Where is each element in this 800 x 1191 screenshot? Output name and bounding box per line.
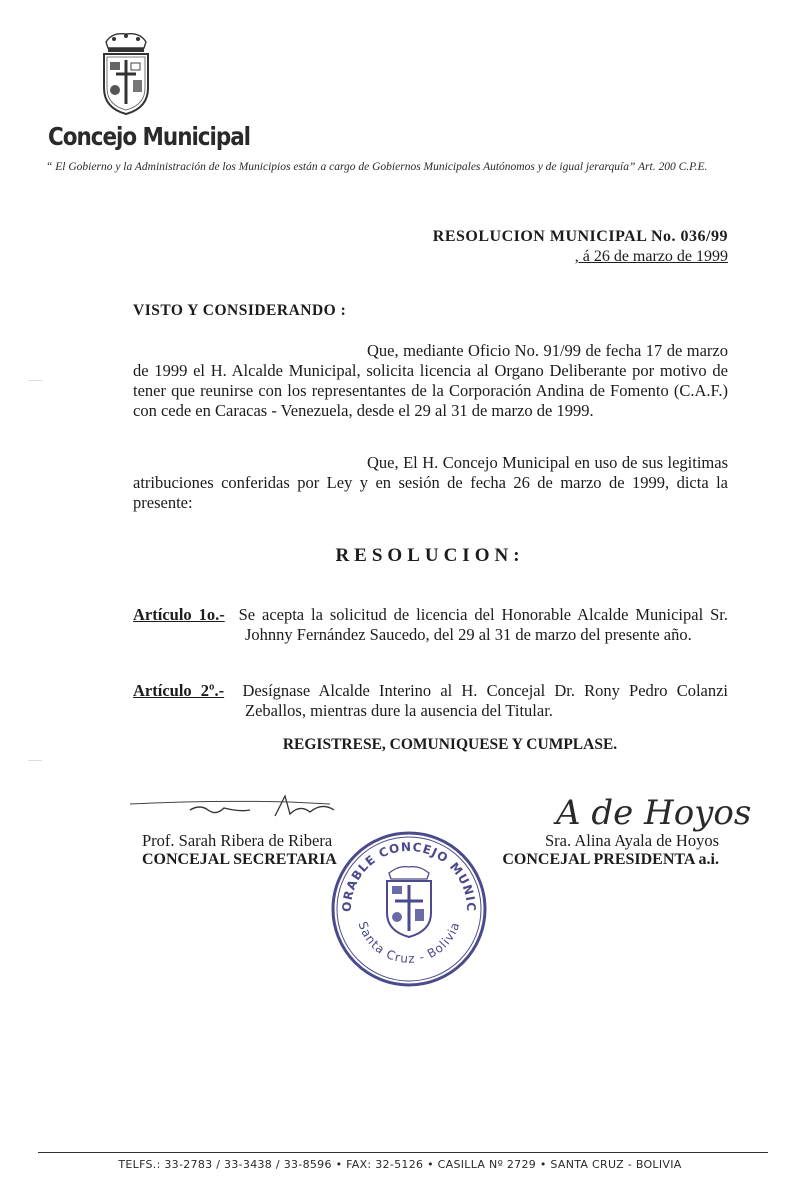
considerando-text: Que, mediante Oficio No. 91/99 de fecha 17 de marzo de 1999 el H. Alcalde Municipal, solicita licencia al Organo Deliberante por motivo de tener que reunirse con los representantes de la Corporación Andina de Fomento (C.A.F.) con cede en Caracas - Venezuela, desde el 29 al 31 de marzo de 1999. (133, 341, 728, 420)
signatory-title: CONCEJAL PRESIDENTA a.i. (502, 851, 719, 868)
official-seal-stamp (329, 829, 489, 989)
visto-heading: VISTO Y CONSIDERANDO : (133, 302, 347, 319)
signatory-title: CONCEJAL SECRETARIA (142, 851, 337, 868)
handwritten-signature-left (90, 790, 350, 830)
considerando-text: Que, El H. Concejo Municipal en uso de sus legitimas atribuciones conferidas por Ley y en sesión de fecha 26 de marzo de 1999, dicta la presente: (133, 453, 728, 512)
signatory-name: Sra. Alina Ayala de Hoyos (545, 831, 719, 850)
considerando-paragraph (133, 453, 728, 513)
svg-text:Santa Cruz - Bolivia: Santa Cruz - Bolivia (355, 919, 463, 966)
considerando-paragraph (133, 341, 728, 421)
article-text: Desígnase Alcalde Interino al H. Concejal Dr. Rony Pedro Colanzi Zeballos, mientras dure la ausencia del Titular. (242, 681, 729, 720)
handwritten-signature-right (548, 782, 752, 837)
article-label: Artículo 2º.- (133, 681, 225, 700)
footer-divider (38, 1152, 768, 1153)
scan-mark (28, 760, 42, 761)
resolution-number: RESOLUCION MUNICIPAL No. 036/99 (432, 228, 728, 245)
constitution-quote: “ El Gobierno y la Administración de los Municipios están a cargo de Gobiernos Municipales Autónomos y de igual jerarquía” Art. 200 C.P.E. (46, 161, 708, 173)
organization-name: Concejo Municipal (48, 122, 251, 151)
contact-footer: TELFS.: 33-2783 / 33-3438 / 33-8596 • FAX: 32-5126 • CASILLA Nº 2729 • SANTA CRUZ - BOLIVIA (118, 1158, 682, 1171)
article-text: Se acepta la solicitud de licencia del Honorable Alcalde Municipal Sr. Johnny Fernández Saucedo, del 29 al 31 de marzo del presente año. (238, 605, 728, 644)
article-2 (133, 681, 728, 721)
svg-text:HONORABLE CONCEJO MUNICIPAL: ORABLE CONCEJO MUNIC (339, 839, 479, 913)
signature-script: A de Hoyos (556, 793, 752, 833)
scan-mark (28, 380, 42, 381)
resolucion-title: RESOLUCION: (335, 545, 525, 566)
closing-formula: REGISTRESE, COMUNIQUESE Y CUMPLASE. (282, 736, 618, 753)
signatory-name: Prof. Sarah Ribera de Ribera (142, 831, 333, 850)
signatory-left (142, 831, 337, 869)
resolution-date: , á 26 de marzo de 1999 (574, 248, 728, 265)
coat-of-arms-logo (98, 30, 154, 116)
signatory-right (483, 831, 719, 869)
article-1 (133, 605, 728, 645)
article-label: Artículo 1o.- (133, 605, 225, 624)
